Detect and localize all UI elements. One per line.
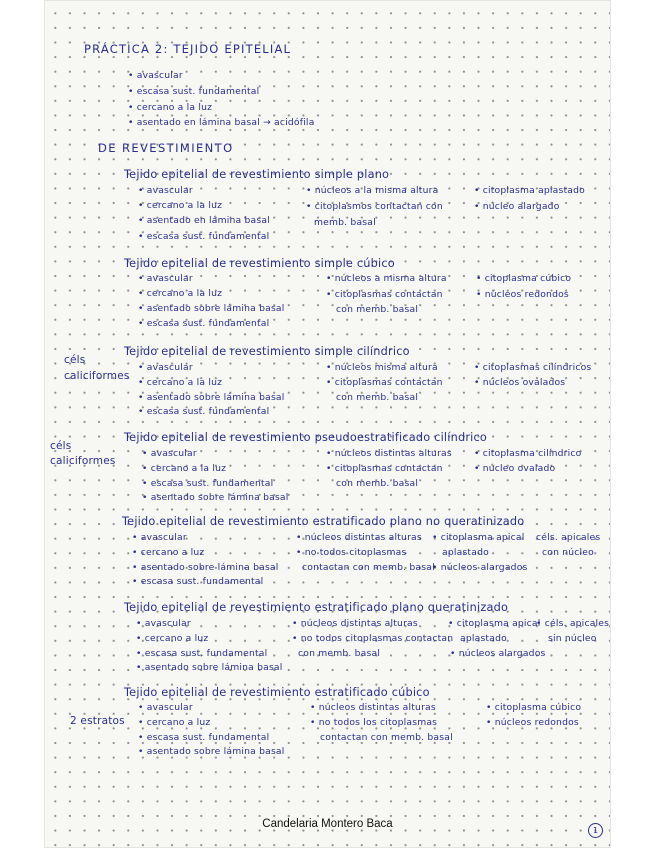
block-item: • asentado sobre lámina basal xyxy=(138,746,285,757)
block-item: • avascular xyxy=(138,702,193,713)
block-item: • asentado sobre lámina basal xyxy=(142,492,289,503)
intro-item: • escasa sust. fundamental xyxy=(128,86,260,97)
block-item: • núcleos distintas alturas xyxy=(296,532,422,543)
block-item: • cercano a luz xyxy=(132,547,205,558)
block-heading: Tejido epitelial de revestimiento estratificado plano no queratinizado xyxy=(122,515,525,528)
block-item: • núcleos distintas alturas xyxy=(326,448,452,459)
block-item: • citoplasma cilíndrico xyxy=(474,448,582,459)
block-item: • citoplasma cúbico xyxy=(476,273,572,284)
block-item: • cercano a la luz xyxy=(142,463,227,474)
block-item: • cercano a la luz xyxy=(138,200,223,211)
block-item: aplastado xyxy=(460,633,507,644)
block-item: contactan con memb. basal xyxy=(302,562,435,573)
page-number: 1 xyxy=(588,823,603,838)
block-item: • avascular xyxy=(132,532,187,543)
block-item: • avascular xyxy=(138,273,193,284)
block-item: • avascular xyxy=(142,448,197,459)
side-note: céls xyxy=(50,440,72,452)
block-item: • núcleos redondos xyxy=(486,717,579,728)
block-item: • núcleos ovalados xyxy=(474,377,566,388)
block-item: • no todos los citoplasmas xyxy=(310,717,438,728)
block-item: • escasa sust. fundamental xyxy=(132,576,264,587)
block-item: • citoplasmas contactan xyxy=(326,289,443,300)
block-item: • cercano a la luz xyxy=(138,377,223,388)
block-item: • citoplasma aplastado xyxy=(474,185,585,196)
block-item: • escasa sust. fundamental xyxy=(138,318,270,329)
block-item: • no todos citoplasmas xyxy=(296,547,407,558)
side-note: caliciformes xyxy=(50,455,116,467)
footer-author: Candelaria Montero Baca xyxy=(262,818,393,830)
block-item: • escasa sust. fundamental xyxy=(138,231,270,242)
block-item: • avascular xyxy=(138,362,193,373)
block-item: con memb. basal xyxy=(336,392,419,403)
block-heading: Tejido epitelial de revestimiento simple plano xyxy=(124,168,390,181)
side-note: 2 estratos xyxy=(70,715,125,727)
block-item: • escasa sust. fundamental xyxy=(136,648,268,659)
block-item: con memb. basal xyxy=(336,478,419,489)
block-item: • cercano a luz xyxy=(136,633,209,644)
block-item: memb. basal xyxy=(314,217,376,228)
intro-item: • cercano a la luz xyxy=(128,102,213,113)
block-item: • núcleos distintas alturas xyxy=(292,618,418,629)
notebook-page xyxy=(44,0,611,848)
block-item: con núcleo xyxy=(542,547,594,558)
block-item: • citoplasma apical xyxy=(448,618,541,629)
block-item: con memb. basal xyxy=(298,648,381,659)
block-item: • núcleos distintas alturas xyxy=(310,702,436,713)
block-item: • citoplasmas cilíndricos xyxy=(474,362,592,373)
block-item: • avascular xyxy=(136,618,191,629)
block-item: contactan con memb. basal xyxy=(320,732,453,743)
block-item: • núcleos a la misma altura xyxy=(306,185,439,196)
block-item: • núcleos alargados xyxy=(450,648,546,659)
block-item: • escasa sust. fundamental xyxy=(138,732,270,743)
block-item: • citoplasma apical xyxy=(432,532,525,543)
page-title: PRÁCTICA 2: TEJIDO EPITELIAL xyxy=(84,42,292,56)
block-item: • asentado sobre lámina basal xyxy=(138,303,285,314)
block-item: • no todos citoplasmas contactan xyxy=(292,633,454,644)
block-item: • núcleo alargado xyxy=(474,201,560,212)
block-item: • asentado sobre lámina basal xyxy=(132,562,279,573)
block-item: • núcleo ovalado xyxy=(474,463,556,474)
side-note: caliciformes xyxy=(64,370,130,382)
section-heading: DE REVESTIMIENTO xyxy=(98,141,234,155)
block-item: • núcleos a misma altura xyxy=(326,273,447,284)
block-item: • citoplasma cúbico xyxy=(486,702,582,713)
block-item: • núcleos misma altura xyxy=(326,362,438,373)
block-heading: Tejido epitelial de revestimiento estratificado cúbico xyxy=(124,686,430,699)
intro-item: • asentado en lámina basal → acidófila xyxy=(128,117,315,128)
block-heading: Tejido epitelial de revestimiento pseudoestratificado cilíndrico xyxy=(124,431,488,444)
block-heading: Tejido epitelial de revestimiento estratificado plano queratinizado xyxy=(124,601,509,614)
block-item: céls. apicales xyxy=(536,532,601,543)
block-item: • avascular xyxy=(138,185,193,196)
block-item: • núcleos redondos xyxy=(476,289,569,300)
block-item: sin núcleo xyxy=(548,633,597,644)
block-item: • citoplasmas contactan xyxy=(326,377,443,388)
block-heading: Tejido epitelial de revestimiento simple cúbico xyxy=(124,257,395,270)
block-item: • asentado sobre lámina basal xyxy=(136,662,283,673)
block-item: • céls. apicales xyxy=(536,618,610,629)
block-item: • escasa sust. fundamental xyxy=(138,406,270,417)
block-item: • cercano a luz xyxy=(138,717,211,728)
block-item: • asentado sobre lámina basal xyxy=(138,392,285,403)
intro-item: • avascular xyxy=(128,70,183,81)
block-item: • cercano a la luz xyxy=(138,288,223,299)
side-note: céls xyxy=(64,354,86,366)
block-item: • núcleos alargados xyxy=(432,562,528,573)
block-item: aplastado xyxy=(442,547,489,558)
block-item: con memb. basal xyxy=(336,304,419,315)
block-item: • citoplasmos contactan con xyxy=(306,201,443,212)
block-item: • citoplasmas contactan xyxy=(326,463,443,474)
block-heading: Tejido epitelial de revestimiento simple cilíndrico xyxy=(124,345,410,358)
block-item: • asentado en lámina basal xyxy=(138,215,270,226)
block-item: • escasa sust. fundamental xyxy=(142,478,274,489)
